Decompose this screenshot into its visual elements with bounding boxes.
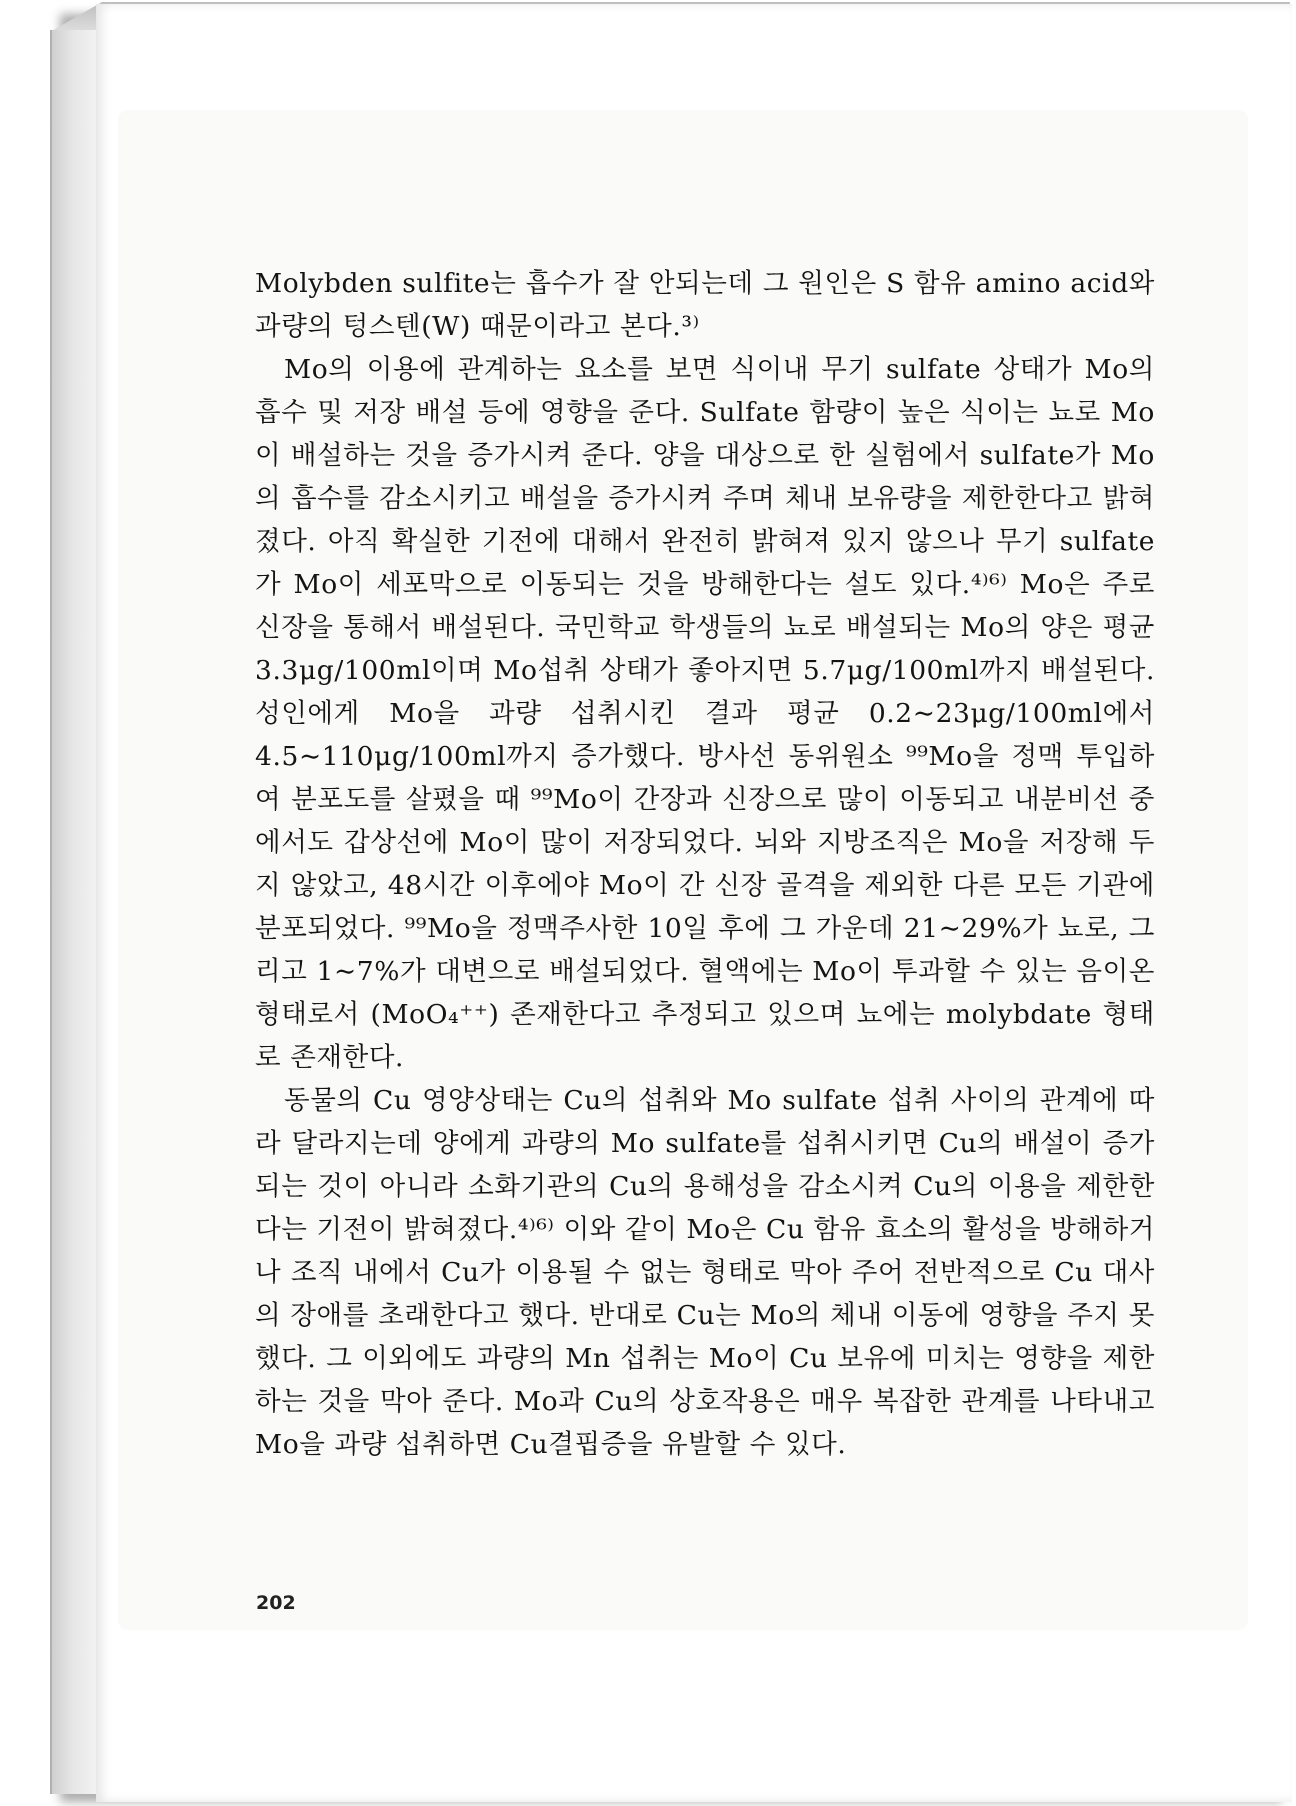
paragraph-3: 동물의 Cu 영양상태는 Cu의 섭취와 Mo sulfate 섭취 사이의 관계에 따라 달라지는데 양에게 과량의 Mo sulfate를 섭취시키면 Cu의 배설이 증가되는 것이 아니라 소화기관의 Cu의 용해성을 감소시켜 Cu의 이용을 제한한다는 기전이 밝혀졌다.⁴⁾⁶⁾ 이와 같이 Mo은 Cu 함유 효소의 활성을 방해하거나 조직 내에서 Cu가 이용될 수 없는 형태로 막아 주어 전반적으로 Cu 대사의 장애를 초래한다고 했다. 반대로 Cu는 Mo의 체내 이동에 영향을 주지 못했다. 그 이외에도 과량의 Mn 섭취는 Mo이 Cu 보유에 미치는 영향을 제한하는 것을 막아 준다. Mo과 Cu의 상호작용은 매우 복잡한 관계를 나타내고 Mo을 과량 섭취하면 Cu결핍증을 유발할 수 있다. <box>255 1085 1155 1460</box>
page-number: 202 <box>256 1592 296 1614</box>
paragraph-1: Molybden sulfite는 흡수가 잘 안되는데 그 원인은 S 함유 amino acid와 과량의 텅스텐(W) 때문이라고 본다.³⁾ <box>255 268 1155 342</box>
body-text <box>255 262 1155 1466</box>
paragraph-2: Mo의 이용에 관계하는 요소를 보면 식이내 무기 sulfate 상태가 Mo의 흡수 및 저장 배설 등에 영향을 준다. Sulfate 함량이 높은 식이는 뇨로 Mo이 배설하는 것을 증가시켜 준다. 양을 대상으로 한 실험에서 sulfate가 Mo의 흡수를 감소시키고 배설을 증가시켜 주며 체내 보유량을 제한한다고 밝혀졌다. 아직 확실한 기전에 대해서 완전히 밝혀져 있지 않으나 무기 sulfate가 Mo이 세포막으로 이동되는 것을 방해한다는 설도 있다.⁴⁾⁶⁾ Mo은 주로 신장을 통해서 배설된다. 국민학교 학생들의 뇨로 배설되는 Mo의 양은 평균 3.3μg/100ml이며 Mo섭취 상태가 좋아지면 5.7μg/100ml까지 배설된다. 성인에게 Mo을 과량 섭취시킨 결과 평균 0.2∼23μg/100ml에서 4.5∼110μg/100ml까지 증가했다. 방사선 동위원소 ⁹⁹Mo을 정맥 투입하여 분포도를 살폈을 때 ⁹⁹Mo이 간장과 신장으로 많이 이동되고 내분비선 중에서도 갑상선에 Mo이 많이 저장되었다. 뇌와 지방조직은 Mo을 저장해 두지 않았고, 48시간 이후에야 Mo이 간 신장 골격을 제외한 다른 모든 기관에 분포되었다. ⁹⁹Mo을 정맥주사한 10일 후에 그 가운데 21∼29%가 뇨로, 그리고 1∼7%가 대변으로 배설되었다. 혈액에는 Mo이 투과할 수 있는 음이온형태로서 (MoO₄⁺⁺) 존재한다고 추정되고 있으며 뇨에는 molybdate 형태로 존재한다. <box>255 354 1155 1073</box>
